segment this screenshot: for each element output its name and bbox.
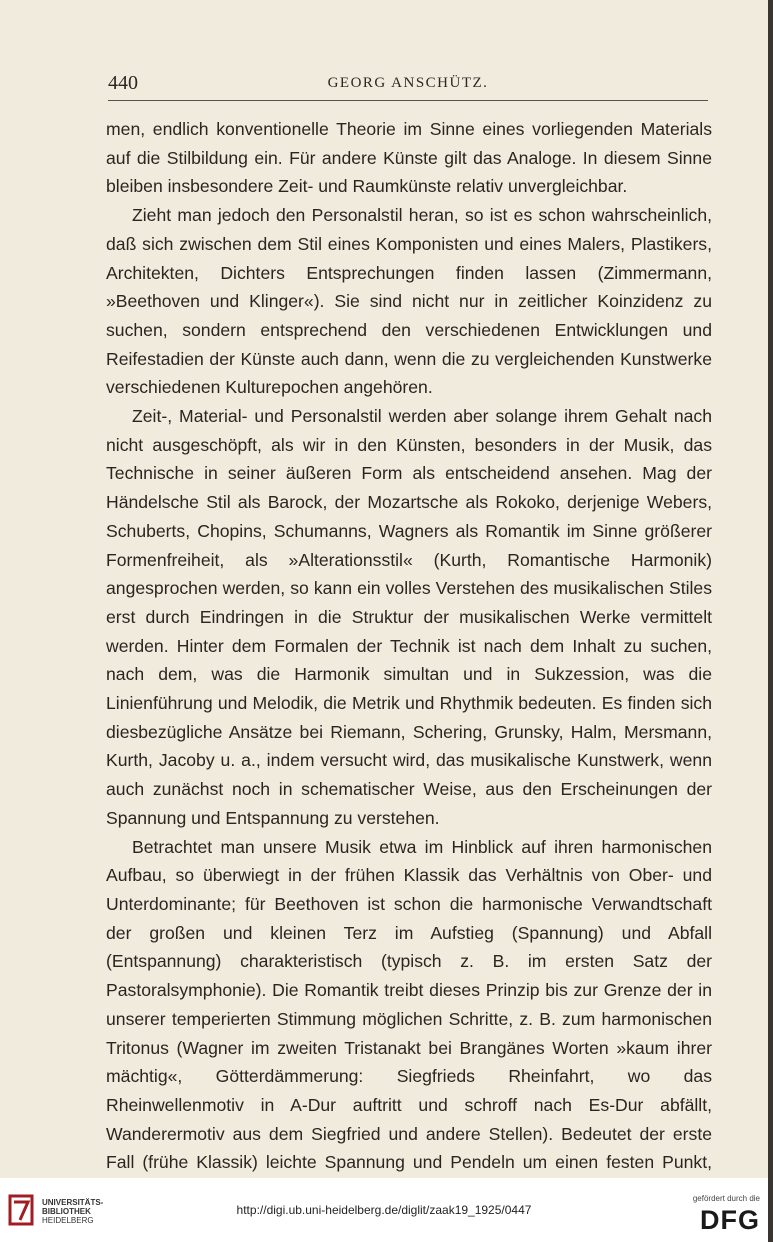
permalink-url[interactable]: http://digi.ub.uni-heidelberg.de/diglit/zaak19_1925/0447 (236, 1203, 532, 1217)
footer-bar (0, 1178, 768, 1242)
page-header (108, 72, 708, 96)
dfg-logo[interactable]: DFG (700, 1205, 760, 1235)
body-text (106, 115, 712, 1178)
paragraph-4: Betrachtet man unsere Musik etwa im Hinblick auf ihren harmonischen Aufbau, so überwiegt in der frühen Klassik das Verhältnis von Ober- und Unterdominante; für Beethoven ist schon die harmonische Verwandtschaft der großen und kleinen Terz im Aufstieg (Spannung) und Abfall (Entspannung) charakteristisch (typisch z. B. im ersten Satz der Pastoralsymphonie). Die Romantik treibt dieses Prinzip bis zur Grenze der in unserer temperierten Stimmung möglichen Schritte, z. B. zum harmonischen Tritonus (Wagner im zweiten Tristanakt bei Brangänes Worten »kaum ihrer mächtig«, Götterdämmerung: Siegfrieds Rheinfahrt, wo das Rheinwellenmotiv in A-Dur auftritt und schroff nach Es-Dur abfällt, Wanderermotiv aus dem Siegfried und andere Stellen). Bedeutet der erste Fall (frühe Klassik) leichte Spannung und Pendeln um einen festen Punkt, (106, 836, 712, 1173)
page-edge-shadow (768, 0, 773, 1242)
paragraph-3: Zeit-, Material- und Personalstil werden aber solange ihrem Gehalt nach nicht ausgeschöpft, als wir in den Künsten, besonders in der Musik, das Technische in seiner äußeren Form als entscheidend ansehen. Mag der Händelsche Stil als Barock, der Mozartsche als Rokoko, derjenige Webers, Schuberts, Chopins, Schumanns, Wagners als Romantik im Sinne größerer Formenfreiheit, als »Alterationsstil« (Kurth, Romantische Harmonik) angesprochen werden, so kann ein volles Verstehen des musikalischen Stiles erst durch Eindringen in die Struktur der musikalischen Werke vermittelt werden. Hinter dem Formalen der Technik ist nach dem Inhalt zu suchen, nach dem, was die Harmonik simultan und in Sukzession, was die Linienführung und Melodik, die Metrik und Rhythmik bedeuten. Es finden sich diesbezügliche Ansätze bei Riemann, Schering, Grunsky, Halm, Mersmann, Kurth, Jacoby u. a., indem versucht wird, das musikalische Kunstwerk, wenn auch zunächst noch in schematischer Weise, aus den Erscheinungen der Spannung und Entspannung zu verstehen. (106, 406, 712, 828)
paragraph-1: men, endlich konventionelle Theorie im Sinne eines vorliegenden Materials auf die Stilbildung ein. Für andere Künste gilt das Analoge. In diesem Sinne bleiben insbesondere Zeit- und Raumkünste relativ unvergleichbar. (106, 119, 712, 197)
library-name: UNIVERSITÄTS- BIBLIOTHEK HEIDELBERG (42, 1198, 104, 1225)
running-head: GEORG ANSCHÜTZ. (327, 75, 489, 91)
funding-note: gefördert durch die (692, 1194, 760, 1203)
header-rule (108, 100, 708, 101)
page-number: 440 (108, 72, 138, 94)
paragraph-2: Zieht man jedoch den Personalstil heran, so ist es schon wahrscheinlich, daß sich zwischen dem Stil eines Komponisten und eines Malers, Plastikers, Architekten, Dichters Entsprechungen finden lassen (Zimmermann, »Beethoven und Klinger«). Sie sind nicht nur in zeitlicher Koinzidenz zu suchen, sondern entsprechend den verschiedenen Entwicklungen und Reifestadien der Künste auch dann, wenn die zu vergleichenden Kunstwerke verschiedenen Kulturepochen angehören. (106, 205, 712, 398)
